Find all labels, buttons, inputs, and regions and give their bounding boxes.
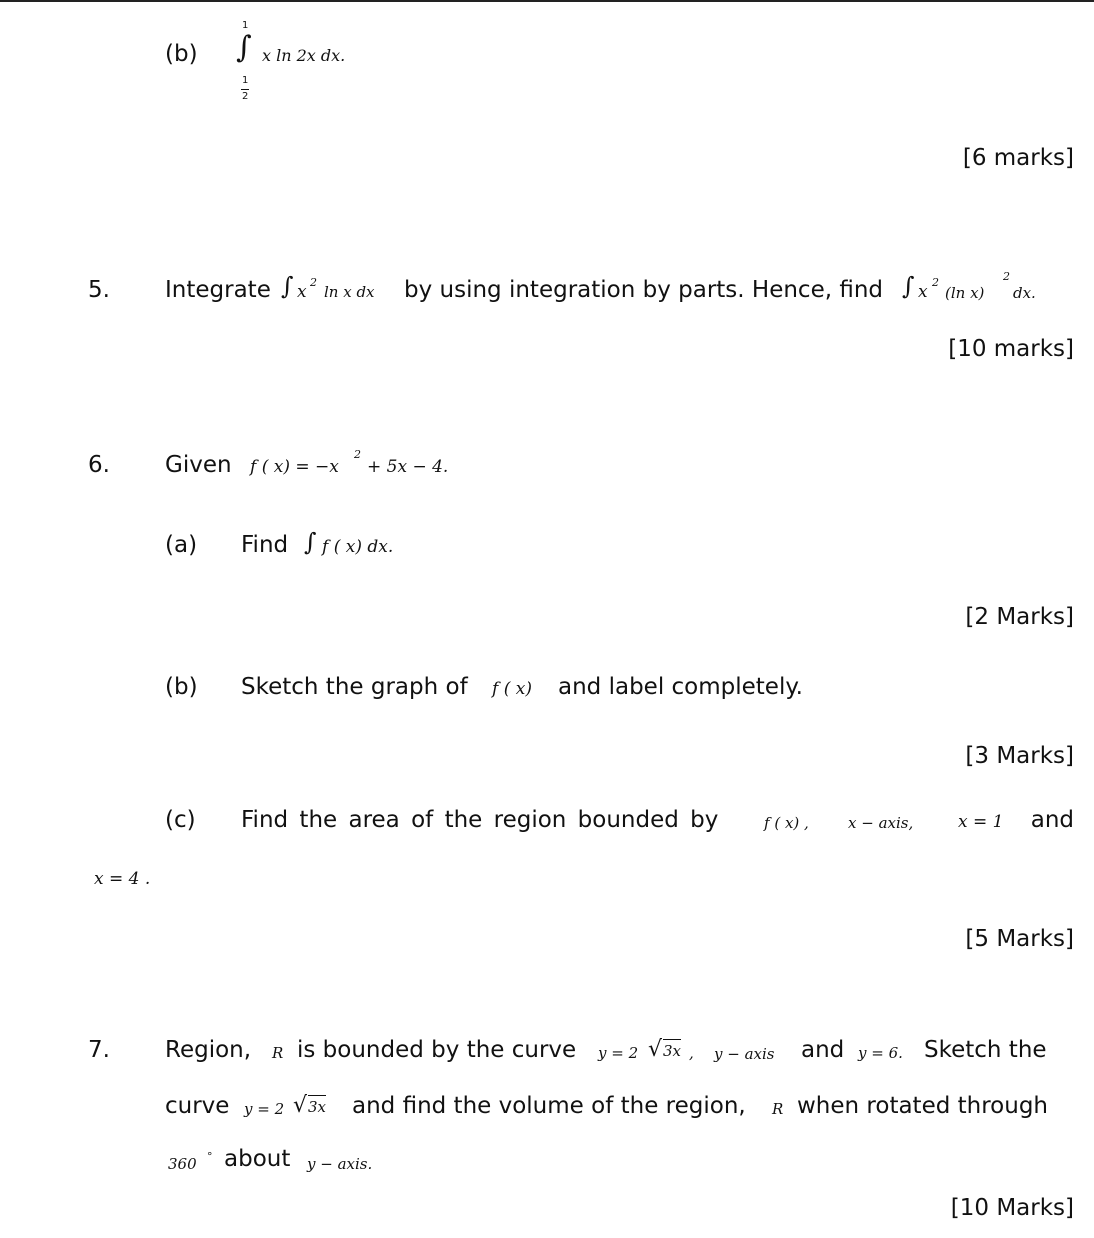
q4b-label: (b) [165,41,198,67]
q6a-label: (a) [165,532,198,558]
q6b-marks: [3 Marks] [965,743,1074,769]
q6b-text1: Sketch the graph of [241,674,468,700]
q6b-text2: and label completely. [558,674,803,700]
q7-l2-text1: curve [165,1093,230,1119]
q6c-expr2: x − axis, [848,814,914,832]
q5-expr2-mid: (ln x) [945,284,985,302]
q7-l1-sqrt1: 3x [663,1039,681,1062]
q7-l2-text2: and find the volume of the region, [352,1093,746,1119]
q5-expr1: x [297,282,307,302]
top-border [0,0,1094,2]
q6c-expr1: f ( x) , [764,814,809,832]
q5-text1: Integrate [165,277,271,303]
q7-l1-text2: is bounded by the curve [297,1037,577,1063]
q7-l3-text1: about [224,1146,291,1172]
q7-l2-sqrt1: 3x [308,1095,326,1118]
q6-expr-sup: 2 [354,448,361,461]
q4b-marks: [6 marks] [962,145,1074,171]
q7-number: 7. [88,1037,110,1063]
q7-marks: [10 Marks] [950,1195,1074,1221]
q4b-lower-den: 2 [242,91,249,102]
q6c-expr4: x = 4 . [94,869,151,889]
q7-l2-expr1: y = 2 [244,1100,285,1118]
q4b-lower-num: 1 [242,75,249,86]
q6b-expr: f ( x) [492,679,532,699]
q6a-text: Find [241,532,289,558]
q6c-text1: Find the area of the region bounded by [241,807,719,833]
q6c-text2: and [1030,807,1074,833]
q5-text2: by using integration by parts. Hence, find [404,277,884,303]
q4b-integrand: x ln 2x dx. [262,46,346,65]
q5-expr1-rest: ln x dx [324,283,375,301]
q6-expr: f ( x) = −x [250,457,339,477]
q6a-expr: f ( x) dx. [322,537,394,557]
q6c-marks: [5 Marks] [965,926,1074,952]
q7-l1-comma: , [689,1044,694,1062]
q7-l3-expr2: y − axis. [307,1155,373,1173]
q7-l2-R: R [772,1100,784,1118]
q5-expr2-sup2: 2 [1003,270,1010,283]
q4b-upper-limit: 1 [242,20,249,31]
q5-marks: [10 marks] [948,336,1074,362]
q5-expr2-sup: 2 [932,276,939,289]
q7-l3-expr1: 360 [168,1155,197,1173]
q7-l1-expr3: y = 6. [858,1044,903,1062]
integral-sign-icon: ∫ [236,30,252,65]
integral-sign-icon: ∫ [902,272,915,300]
q6c-label: (c) [165,807,196,833]
q6-number: 6. [88,452,110,478]
sqrt-icon: √ [648,1037,663,1062]
q7-l1-text4: Sketch the [924,1037,1047,1063]
q6b-label: (b) [165,674,198,700]
q7-l1-expr1: y = 2 [598,1044,639,1062]
q7-l2-text3: when rotated through [797,1093,1049,1119]
q7-l1-text1: Region, [165,1037,252,1063]
q7-l1-R: R [272,1044,284,1062]
q6-text: Given [165,452,232,478]
q6c-expr3: x = 1 [958,812,1004,832]
q7-l3-deg: ° [207,1150,213,1163]
q5-expr2: x [918,282,928,302]
q7-l1-expr2: y − axis [714,1045,775,1063]
q5-expr2-rest: dx. [1013,284,1036,302]
integral-sign-icon: ∫ [304,528,317,556]
q6-expr-rest: + 5x − 4. [367,457,449,477]
q7-l1-text3: and [801,1037,845,1063]
fraction-bar [241,89,249,90]
q5-number: 5. [88,277,110,303]
sqrt-icon: √ [293,1093,308,1118]
q6a-marks: [2 Marks] [965,604,1074,630]
integral-sign-icon: ∫ [281,272,294,300]
q5-expr1-sup: 2 [310,276,317,289]
